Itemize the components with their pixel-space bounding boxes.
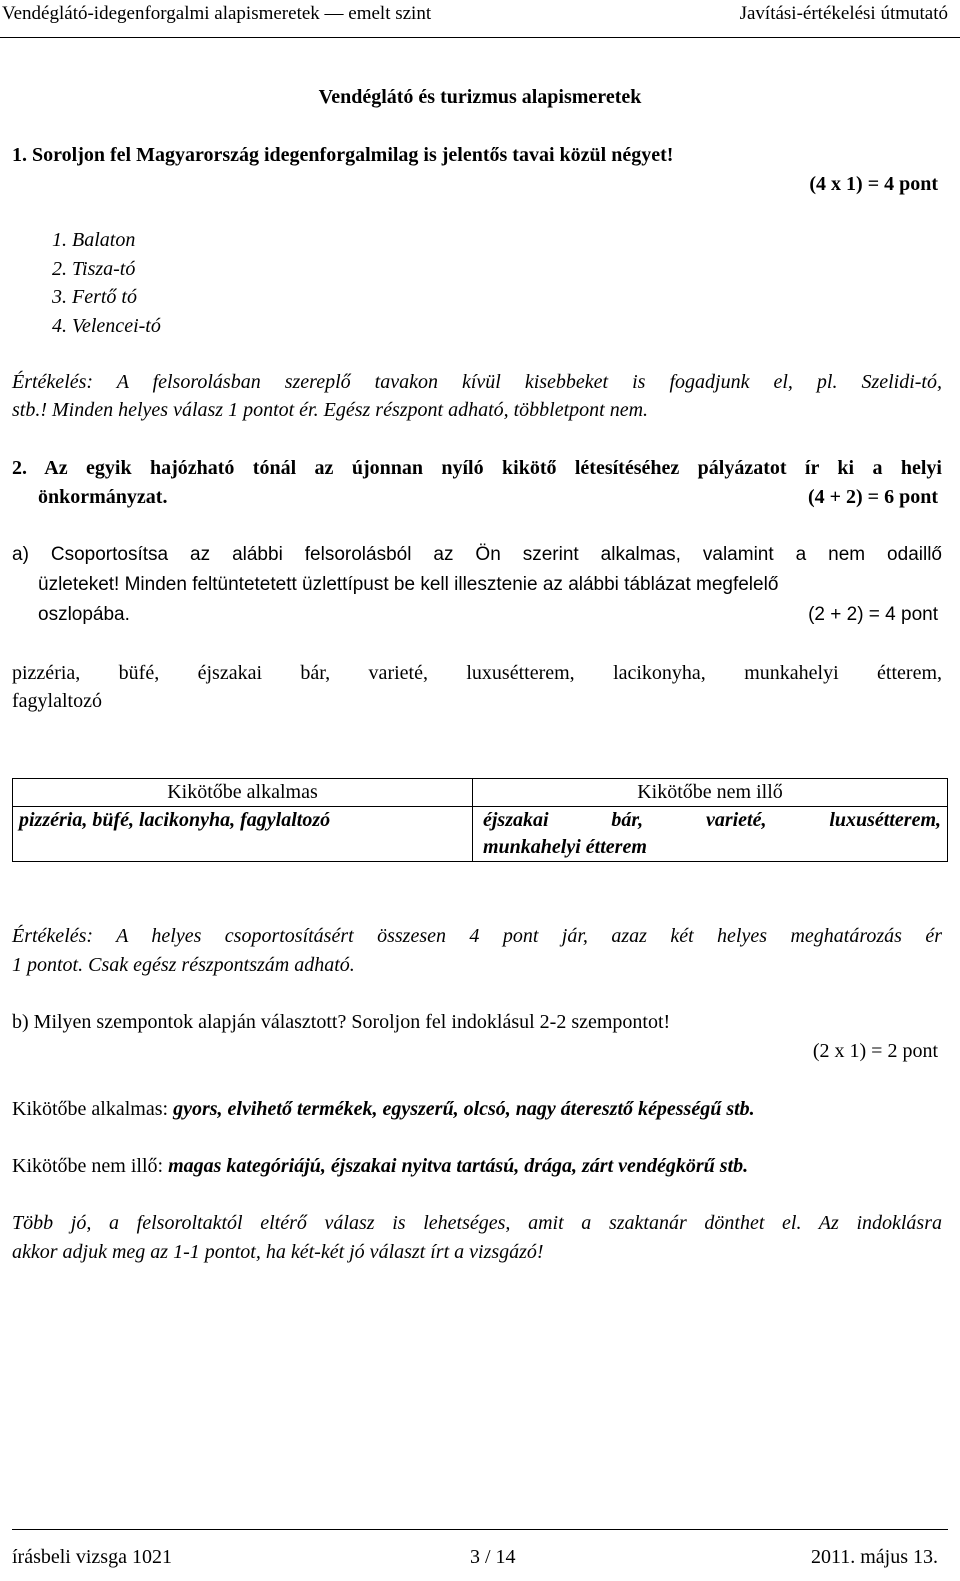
q2b-note-line2: akkor adjuk meg az 1-1 pontot, ha két-két jó választ írt a vizsgázó! xyxy=(12,1241,544,1263)
footer-divider xyxy=(12,1529,948,1530)
q1-answer-4: 4. Velencei-tó xyxy=(52,315,161,337)
q2-question-line1: 2. Az egyik hajózható tónál az újonnan nyíló kikötő létesítéséhez pályázatot ír ki a helyi xyxy=(12,457,942,479)
q1-evaluation-line1: Értékelés: A felsorolásban szereplő tavakon kívül kisebbeket is fogadjunk el, pl. Szelidi-tó, xyxy=(12,371,942,393)
q1-points: (4 x 1) = 4 pont xyxy=(809,173,938,195)
q1-evaluation-line2: stb.! Minden helyes válasz 1 pontot ér. Egész részpont adható, többletpont nem. xyxy=(12,399,649,421)
q1-question: 1. Soroljon fel Magyarország idegenforgalmilag is jelentős tavai közül négyet! xyxy=(12,144,674,166)
q2b-answer-unsuitable xyxy=(12,1155,748,1178)
table-cell-suitable: pizzéria, büfé, lacikonyha, fagylaltozó xyxy=(13,807,473,862)
q2b-answer-suitable-value: gyors, elvihető termékek, egyszerű, olcsó, nagy áteresztő képességű stb. xyxy=(173,1098,755,1120)
q1-answer-1: 1. Balaton xyxy=(52,229,136,251)
q2b-question: b) Milyen szempontok alapján választott? Soroljon fel indoklásul 2-2 szempontot! xyxy=(12,1011,671,1033)
header-title: Vendéglátó-idegenforgalmi alapismeretek — emelt szint xyxy=(2,3,432,24)
q2-points: (4 + 2) = 6 pont xyxy=(807,486,938,508)
shop-list-line2: fagylaltozó xyxy=(12,690,102,712)
q2b-answer-suitable-label: Kikötőbe alkalmas: xyxy=(12,1098,174,1120)
q2-question-line2: önkormányzat. xyxy=(38,486,168,508)
footer-date: 2011. május 13. xyxy=(810,1546,938,1568)
shop-list-line1: pizzéria, büfé, éjszakai bár, varieté, luxusétterem, lacikonyha, munkahelyi étterem, xyxy=(12,662,942,684)
q2b-answer-unsuitable-label: Kikötőbe nem illő: xyxy=(12,1155,169,1177)
table-header-unsuitable: Kikötőbe nem illő xyxy=(473,779,948,807)
q2b-note-line1: Több jó, a felsoroltaktól eltérő válasz is lehetséges, amit a szaktanár dönthet el. Az indoklásra xyxy=(12,1212,942,1234)
footer-exam-code: írásbeli vizsga 1021 xyxy=(12,1546,172,1568)
q2a-points: (2 + 2) = 4 pont xyxy=(808,604,938,625)
q2a-line1: a) Csoportosítsa az alábbi felsorolásból az Ön szerint alkalmas, valamint a nem odaillő xyxy=(12,544,942,565)
q2a-line2: üzleteket! Minden feltüntetetett üzlettípust be kell illesztenie az alábbi táblázat megfelelő xyxy=(38,574,779,595)
q2b-answer-unsuitable-value: magas kategóriájú, éjszakai nyitva tartású, drága, zárt vendégkörű stb. xyxy=(168,1155,749,1177)
q2b-points: (2 x 1) = 2 pont xyxy=(812,1040,938,1062)
grouping-table xyxy=(12,778,948,862)
q1-answer-2: 2. Tisza-tó xyxy=(52,258,136,280)
q2a-evaluation-line1: Értékelés: A helyes csoportosításért összesen 4 pont jár, azaz két helyes meghatározás ér xyxy=(12,925,942,947)
section-title: Vendéglátó és turizmus alapismeretek xyxy=(318,86,642,108)
q2a-line3: oszlopába. xyxy=(38,604,130,625)
footer-page-number: 3 / 14 xyxy=(470,1546,516,1568)
q1-answer-3: 3. Fertő tó xyxy=(52,286,137,308)
table-header-suitable: Kikötőbe alkalmas xyxy=(13,779,473,807)
table-cell-unsuitable-line2: munkahelyi étterem xyxy=(483,836,647,858)
table-cell-unsuitable xyxy=(473,807,948,862)
table-cell-unsuitable-line1: éjszakai bár, varieté, luxusétterem, xyxy=(483,809,941,831)
header-guide-label: Javítási-értékelési útmutató xyxy=(739,3,948,24)
header-divider xyxy=(0,37,960,38)
q2b-answer-suitable xyxy=(12,1098,755,1121)
q2a-evaluation-line2: 1 pontot. Csak egész részpontszám adható. xyxy=(12,954,355,976)
